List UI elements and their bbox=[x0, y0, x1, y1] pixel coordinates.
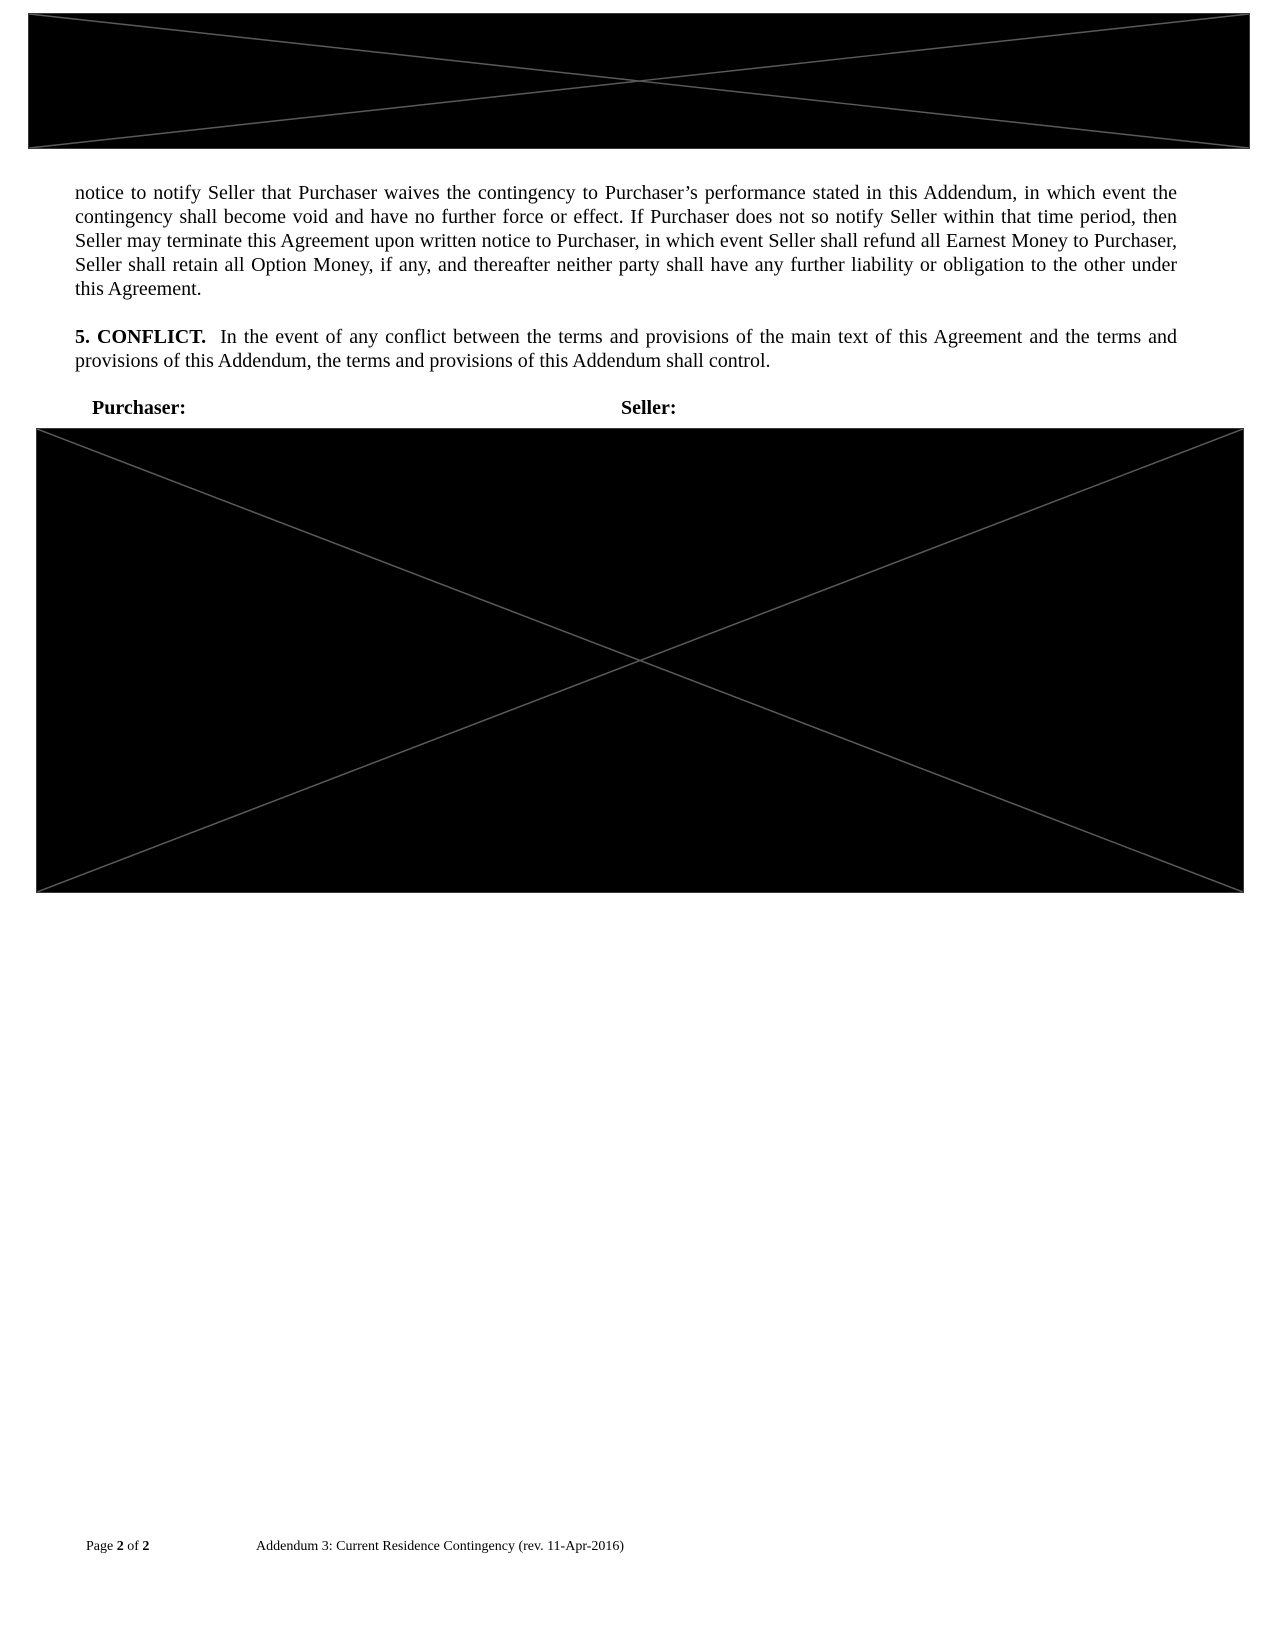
conflict-section-heading: 5. CONFLICT. bbox=[75, 326, 207, 348]
page-current: 2 bbox=[116, 1539, 124, 1554]
page-number bbox=[86, 1538, 149, 1556]
purchaser-signature-label: Purchaser: bbox=[92, 397, 187, 419]
redaction-cross-mark bbox=[29, 14, 1249, 148]
conflict-section-body: In the event of any conflict between the terms and provisions of the main text of this Agreement and the terms and provisions of this Addendum, the terms and provisions of this Addendum shall control. bbox=[75, 326, 1177, 372]
conflict-section bbox=[75, 325, 1177, 373]
redaction-cross-mark bbox=[37, 429, 1243, 892]
document-footer-title: Addendum 3: Current Residence Contingency (rev. 11-Apr-2016) bbox=[256, 1539, 625, 1554]
redacted-signature-block bbox=[36, 428, 1244, 893]
page-total: 2 bbox=[142, 1539, 150, 1554]
seller-signature-label: Seller: bbox=[621, 397, 677, 419]
page-of: of bbox=[127, 1539, 139, 1554]
redacted-header-image bbox=[28, 13, 1250, 149]
agreement-continuation-paragraph: notice to notify Seller that Purchaser waives the contingency to Purchaser’s performance stated in this Addendum, in which event the contingency shall become void and have no further force or effect. If Purchaser does not so notify Seller within that time period, then Seller may terminate this Agreement upon written notice to Purchaser, in which event Seller shall refund all Earnest Money to Purchaser, Seller shall retain all Option Money, if any, and thereafter neither party shall have any further liability or obligation to the other under this Agreement. bbox=[75, 182, 1177, 300]
page-prefix: Page bbox=[86, 1539, 114, 1554]
